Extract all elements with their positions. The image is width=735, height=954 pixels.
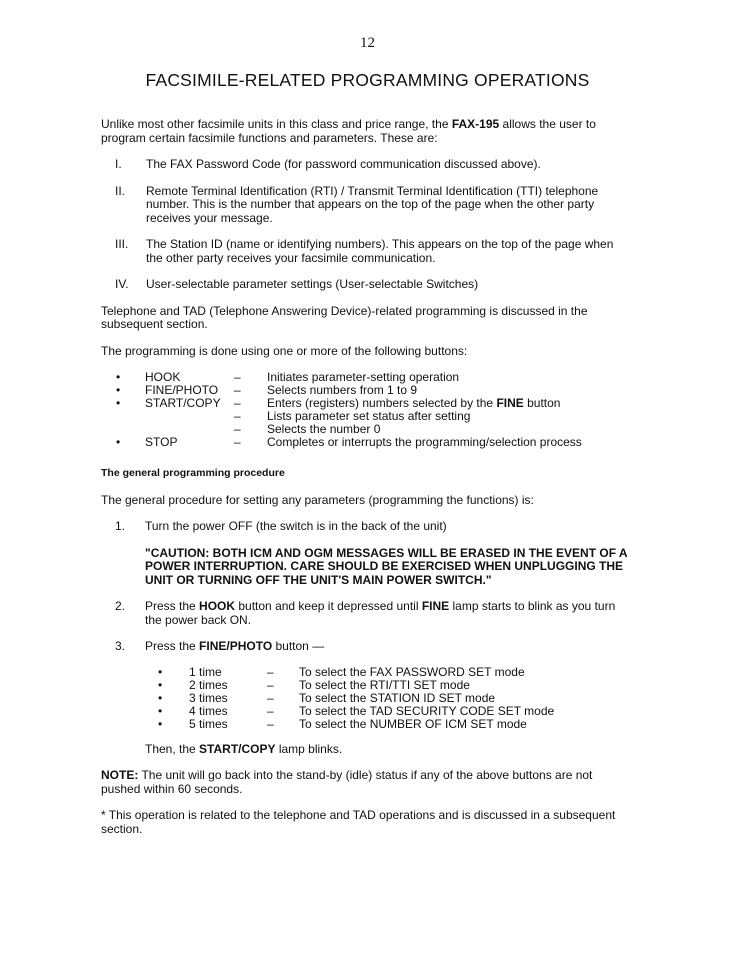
dash: – [234, 396, 241, 410]
press-count-row: • 2 times – To select the RTI/TTI SET mode [158, 677, 470, 692]
button-description: Completes or interrupts the programming/selection process [267, 435, 582, 449]
procedure-intro: The general procedure for setting any parameters (programming the functions) is: [101, 492, 534, 507]
note-label: NOTE: [101, 768, 139, 782]
step-3: 3. Press the FINE/PHOTO button — [115, 639, 325, 653]
dash: – [234, 409, 241, 423]
bullet: • [116, 396, 121, 410]
button-description: Lists parameter set status after setting [267, 409, 471, 423]
then-line: Then, the START/COPY lamp blinks. [145, 741, 343, 756]
button-description: Selects the number 0 [267, 422, 381, 436]
button-description: Enters (registers) numbers selected by the FINE button [267, 396, 561, 410]
buttons-list [101, 371, 631, 449]
procedure-heading: The general programming procedure [101, 467, 285, 479]
button-name: STOP [145, 435, 178, 449]
roman-item-2: II. Remote Terminal Identification (RTI) / Transmit Terminal Identification (TTI) telephone number. This is the number that appears on the top of the page when the other party receives your message. [115, 183, 599, 225]
intro-paragraph: Unlike most other facsimile units in this class and price range, the FAX-195 allows the user to program certain facsimile functions and parameters. These are: [101, 117, 596, 145]
roman-item-4: IV. User-selectable parameter settings (User-selectable Switches) [115, 277, 479, 291]
dash: – [234, 435, 241, 449]
bullet: • [116, 370, 121, 384]
bullet: • [116, 383, 121, 397]
page-title: FACSIMILE-RELATED PROGRAMMING OPERATIONS [145, 70, 590, 90]
press-count-row: • 1 time – To select the FAX PASSWORD SET mode [158, 664, 525, 679]
button-description: Initiates parameter-setting operation [267, 370, 460, 384]
button-row-stop [101, 436, 631, 449]
step-1: 1. Turn the power OFF (the switch is in the back of the unit) [115, 519, 447, 533]
note-paragraph: NOTE: The unit will go back into the stand-by (idle) status if any of the above buttons are not pushed within 60 seconds. [101, 768, 593, 796]
bullet: • [116, 435, 121, 449]
button-name: HOOK [145, 370, 181, 384]
dash: – [234, 383, 241, 397]
tad-paragraph: Telephone and TAD (Telephone Answering Device)-related programming is discussed in the subsequent section. [101, 303, 588, 331]
roman-item-3: III. The Station ID (name or identifying numbers). This appears on the top of the page when the other party receives your facsimile communication. [115, 237, 614, 265]
roman-item-1: I. The FAX Password Code (for password communication discussed above). [115, 157, 541, 171]
press-count-row: • 5 times – To select the NUMBER OF ICM SET mode [158, 716, 527, 731]
dash: – [234, 370, 241, 384]
model-name: FAX-195 [451, 117, 500, 131]
buttons-intro: The programming is done using one or more of the following buttons: [101, 343, 468, 358]
button-name: START/COPY [145, 396, 221, 410]
step-2: 2. Press the HOOK button and keep it depressed until FINE lamp starts to blink as you turn the power back ON. [115, 599, 616, 627]
footnote: * This operation is related to the telephone and TAD operations and is discussed in a subsequent section. [101, 808, 616, 836]
button-description: Selects numbers from 1 to 9 [267, 383, 418, 397]
button-name: FINE/PHOTO [145, 383, 219, 397]
press-count-list [101, 666, 631, 731]
document-body [101, 118, 631, 849]
caution-notice: "CAUTION: BOTH ICM AND OGM MESSAGES WILL BE ERASED IN THE EVENT OF A POWER INTERRUPTION. CARE SHOULD BE EXERCISED WHEN UNPLUGGING THE UNIT OR TURNING OFF THE UNIT'S MAIN POWER SWITCH." [145, 545, 628, 587]
dash: – [234, 422, 241, 436]
press-count-row: • 4 times – To select the TAD SECURITY CODE SET mode [158, 703, 555, 718]
press-count-row: • 3 times – To select the STATION ID SET mode [158, 690, 496, 705]
page-number: 12 [360, 35, 375, 51]
